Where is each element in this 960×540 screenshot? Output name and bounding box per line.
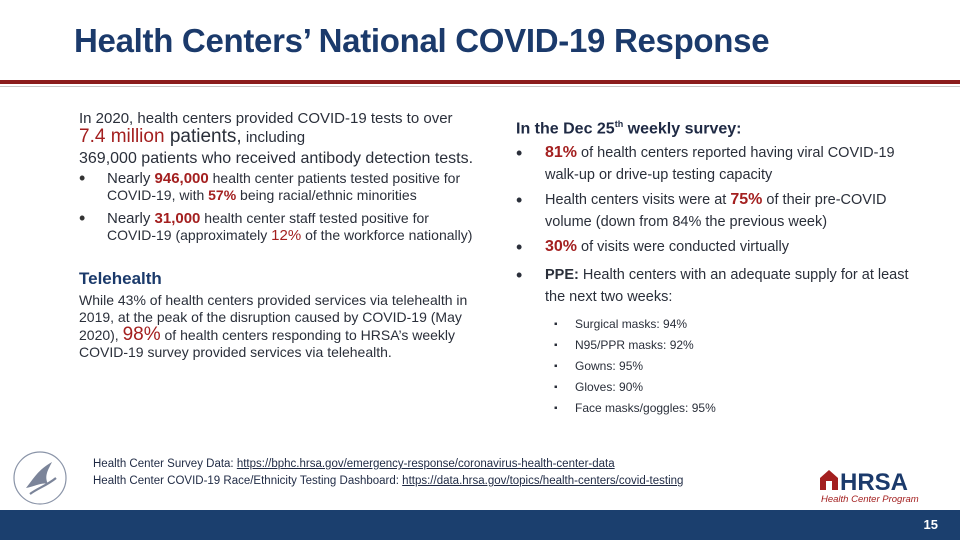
ppe-list [516, 314, 916, 419]
bullet-positive-staff: • Nearly 31,000 health center staff tested positive for COVID-19 (approximately 12% of the workforce nationally) [79, 208, 473, 244]
ppe-item: ▪ Surgical masks: 94% [554, 317, 688, 332]
title-rule-thin [0, 86, 960, 87]
hrsa-logo [818, 466, 943, 506]
hhs-eagle-icon [8, 448, 78, 508]
bullet-dot: • [516, 237, 523, 258]
survey-heading: In the Dec 25th weekly survey: [516, 119, 742, 138]
survey-data-link[interactable]: https://bphc.hrsa.gov/emergency-response/coronavirus-health-center-data [236, 458, 615, 470]
bullet-dot: • [79, 208, 86, 228]
bullet-ppe: • PPE: Health centers with an adequate supply for at least the next two weeks: [516, 265, 909, 306]
bullet-dot: • [79, 168, 86, 188]
ppe-item: ▪ N95/PPR masks: 92% [554, 338, 694, 353]
ppe-item: ▪ Gowns: 95% [554, 359, 644, 374]
bullet-dot: • [516, 143, 523, 164]
bullet-dot: • [516, 265, 523, 286]
footer-bar [0, 510, 960, 540]
hrsa-subtitle: Health Center Program [821, 494, 919, 505]
ppe-item: ▪ Face masks/goggles: 95% [554, 401, 716, 416]
source-dashboard: Health Center COVID-19 Race/Ethnicity Testing Dashboard: https://data.hrsa.gov/topics/health-centers/covid-testing [93, 475, 684, 487]
page-title: Health Centers’ National COVID-19 Response [74, 22, 770, 59]
intro-paragraph: In 2020, health centers provided COVID-19 tests to over 7.4 million patients, including [79, 110, 453, 147]
ppe-item: ▪ Gloves: 90% [554, 380, 644, 395]
telehealth-paragraph: While 43% of health centers provided services via telehealth in 2019, at the peak of the disruption caused by COVID-19 (May 2020), 98% of health centers responding to HRSA’s weekly COVID-19 survey provided services via telehealth. [79, 292, 468, 360]
stat-tests: 7.4 million [79, 126, 165, 147]
left-column [79, 110, 479, 361]
bullet-testing-capacity: • 81% of health centers reported having viral COVID-19 walk-up or drive-up testing capacity [516, 143, 895, 184]
title-rule [0, 80, 960, 84]
dashboard-link[interactable]: https://data.hrsa.gov/topics/health-centers/covid-testing [402, 475, 684, 487]
bullet-dot: • [516, 190, 523, 211]
source-survey: Health Center Survey Data: https://bphc.hrsa.gov/emergency-response/coronavirus-health-center-data [93, 458, 615, 470]
sources [93, 456, 683, 490]
telehealth-heading: Telehealth [79, 269, 162, 288]
bullet-virtual-visits: • 30% of visits were conducted virtually [516, 237, 789, 258]
right-column [516, 113, 916, 419]
hrsa-wordmark: HRSA [840, 469, 909, 496]
intro-antibody: 369,000 patients who received antibody detection tests. [79, 150, 474, 167]
bullet-visit-volume: • Health centers visits were at 75% of their pre-COVID volume (down from 84% the previous week) [516, 190, 887, 231]
page-number: 15 [923, 517, 938, 532]
bullet-positive-patients: • Nearly 946,000 health center patients tested positive for COVID-19, with 57% being racial/ethnic minorities [79, 168, 461, 203]
